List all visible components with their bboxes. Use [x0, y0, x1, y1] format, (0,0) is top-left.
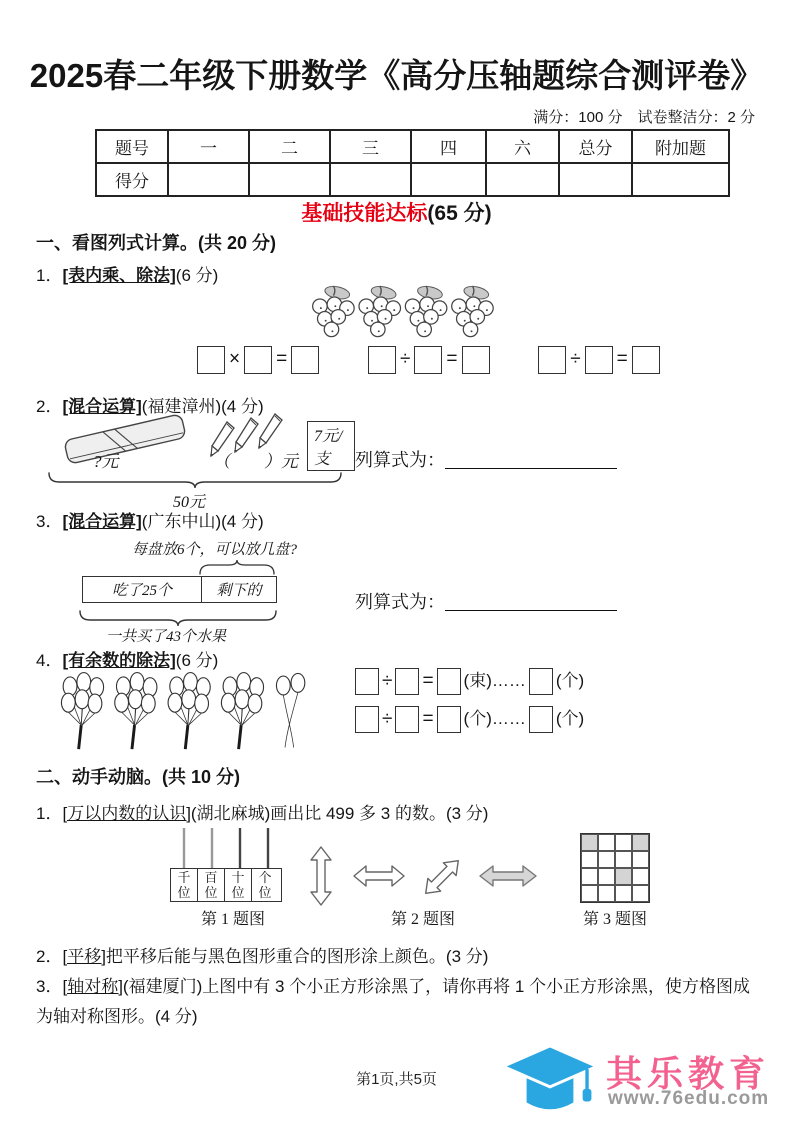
balloons-illustration	[58, 667, 316, 759]
figure-caption: 第 2 题图	[390, 911, 455, 928]
answer-box	[632, 346, 660, 374]
question-source: (福建漳州)	[141, 397, 222, 416]
eraser-price-label: ?元	[93, 452, 119, 471]
question-source: (福建厦门)	[122, 977, 203, 996]
division-equation	[534, 349, 664, 368]
question-points: (3 分)	[445, 947, 489, 966]
question-text: 上图中有 3 个小正方形涂黑了，请你再将 1 个小正方形涂黑，使方格图成为轴对称图形。	[36, 977, 751, 1026]
score-cell	[632, 163, 729, 196]
grid-cell	[632, 834, 649, 851]
answer-box	[355, 668, 379, 695]
score-cell	[559, 163, 632, 196]
operator: ÷	[382, 708, 393, 730]
question-number: 1．	[36, 804, 63, 823]
q3-bottom-text: 一共买了43个水果	[106, 629, 227, 645]
answer-box	[291, 346, 319, 374]
square-grid	[580, 833, 650, 903]
header-cell: 三	[330, 130, 411, 163]
answer-label: 列算式为：	[355, 450, 445, 470]
score-row-label: 得分	[96, 163, 168, 196]
total-price-label: 50元	[173, 494, 206, 511]
place-value-cell: 个位	[251, 869, 278, 901]
grid-cell	[581, 834, 598, 851]
unit-label: (个)	[555, 671, 585, 690]
q4-equations	[352, 666, 584, 733]
under-brace	[47, 470, 343, 489]
operator: ×	[229, 349, 241, 370]
answer-blank	[445, 450, 617, 469]
score-table-header-row	[96, 130, 729, 163]
place-value-diagram	[170, 828, 282, 902]
grid-cell	[615, 868, 632, 885]
score-cell	[411, 163, 486, 196]
question-number: 2．	[36, 397, 63, 416]
banner-highlight: 基础技能达标	[301, 202, 428, 225]
vertical-double-arrow-icon	[309, 846, 333, 906]
answer-box	[355, 706, 379, 733]
grid-cell	[598, 834, 615, 851]
grid-cell	[581, 885, 598, 902]
header-cell: 四	[411, 130, 486, 163]
pencil-case-illustration	[50, 413, 200, 465]
header-cell: 总分	[559, 130, 632, 163]
answer-box	[414, 346, 442, 374]
question-source: (湖北麻城)	[190, 804, 271, 823]
question-text: 画出比 499 多 3 的数。	[270, 804, 446, 823]
division-equation	[364, 349, 494, 368]
answer-box	[395, 668, 419, 695]
operator: ÷	[382, 670, 393, 692]
question-2-1	[36, 799, 488, 824]
equals-sign: =	[446, 349, 458, 370]
section-banner	[0, 197, 793, 227]
diagonal-double-arrow-icon	[417, 852, 467, 902]
question-number: 3．	[36, 977, 63, 996]
arrows-diagram	[303, 846, 543, 908]
section1-heading: 一、看图列式计算。(共 20 分)	[36, 233, 277, 253]
graduation-cap-icon	[498, 1044, 602, 1120]
equals-sign: =	[616, 349, 628, 370]
grid-cell	[632, 851, 649, 868]
grid-cell	[632, 885, 649, 902]
score-note: 满分：100 分 试卷整洁分：2 分	[533, 109, 755, 126]
question-tag: [混合运算]	[62, 397, 142, 416]
q3-figure	[62, 538, 342, 645]
grid-cell	[598, 851, 615, 868]
question-points: (4 分)	[221, 512, 264, 531]
figure-caption: 第 3 题图	[582, 911, 647, 928]
remainder-dots: ……	[491, 709, 526, 729]
score-table-score-row	[96, 163, 729, 196]
brand-name: 其乐教育	[606, 1053, 771, 1094]
page-number: 第1页,共5页	[356, 1071, 437, 1088]
multiplication-equation	[193, 349, 323, 368]
score-cell	[486, 163, 559, 196]
answer-label: 列算式为：	[355, 592, 445, 612]
score-table	[95, 129, 730, 197]
price-tag: 7元/支	[307, 421, 355, 471]
figure-caption: 第 1 题图	[200, 911, 265, 928]
q2-answer-line	[355, 446, 617, 472]
place-value-cell: 千位	[177, 870, 191, 900]
place-value-cell: 百位	[197, 869, 224, 901]
question-points: (6 分)	[175, 651, 219, 670]
question-tag: [混合运算]	[62, 512, 142, 531]
answer-box	[437, 706, 461, 733]
equals-sign: =	[422, 708, 434, 730]
remainder-dots: ……	[491, 671, 526, 690]
grid-cell	[615, 834, 632, 851]
equals-sign: =	[276, 349, 288, 370]
question-1-3	[36, 507, 264, 532]
question-tag: [万以内数的认识]	[62, 804, 191, 823]
horizontal-double-arrow-icon	[353, 864, 405, 888]
unit-label: (个)	[463, 709, 492, 729]
q3-bar-diagram	[82, 576, 277, 603]
question-points: (4 分)	[155, 1006, 198, 1026]
question-2-2	[36, 942, 488, 967]
remainder-equation-2	[352, 704, 584, 733]
gray-double-arrow-icon	[479, 864, 537, 888]
answer-box	[244, 346, 272, 374]
question-2-3	[36, 972, 761, 1032]
question-number: 4．	[36, 651, 63, 670]
q2-figure	[45, 413, 355, 511]
score-cell	[330, 163, 411, 196]
place-value-cell: 十位	[224, 869, 251, 901]
unit-label: (个)	[555, 709, 585, 729]
grid-cell	[615, 851, 632, 868]
answer-box	[368, 346, 396, 374]
question-number: 1．	[36, 266, 63, 285]
equals-sign: =	[422, 670, 434, 692]
header-cell: 六	[486, 130, 559, 163]
question-text: 把平移后能与黑色图形重合的图形涂上颜色。	[105, 947, 446, 966]
question-source: (广东中山)	[141, 512, 222, 531]
page-title: 2025春二年级下册数学《高分压轴题综合测评卷》	[29, 57, 764, 94]
unit-label: (束)	[463, 671, 492, 690]
banner-points: (65 分)	[427, 202, 492, 225]
question-number: 2．	[36, 947, 63, 966]
question-points: (4 分)	[221, 397, 264, 416]
header-cell: 一	[168, 130, 249, 163]
answer-box	[395, 706, 419, 733]
header-cell: 题号	[96, 130, 168, 163]
bar-cell-eaten: 吃了25个	[82, 576, 202, 603]
q3-top-text: 每盘放6个，可以放几盘?	[132, 542, 298, 558]
question-tag: [轴对称]	[62, 977, 123, 996]
question-1-1	[36, 261, 218, 286]
answer-box	[538, 346, 566, 374]
grid-cell	[581, 851, 598, 868]
place-value-rods	[170, 828, 282, 868]
question-number: 3．	[36, 512, 63, 531]
q1-equation-row	[193, 346, 664, 374]
remainder-equation-1	[352, 666, 584, 695]
grapes-illustration	[308, 284, 494, 340]
header-cell: 附加题	[632, 130, 729, 163]
answer-box	[585, 346, 613, 374]
answer-box	[529, 706, 553, 733]
grid-cell	[615, 885, 632, 902]
score-cell	[249, 163, 330, 196]
header-cell: 二	[249, 130, 330, 163]
answer-box	[197, 346, 225, 374]
question-points: (3 分)	[445, 804, 489, 823]
answer-box	[529, 668, 553, 695]
pens-price-label: （ ）元	[213, 452, 298, 471]
answer-blank	[445, 592, 617, 611]
section2-heading: 二、动手动脑。(共 10 分)	[36, 767, 241, 787]
grid-cell	[581, 868, 598, 885]
question-tag: [表内乘、除法]	[62, 266, 176, 285]
score-cell	[168, 163, 249, 196]
operator: ÷	[570, 349, 581, 370]
over-brace	[198, 560, 276, 575]
place-value-box	[170, 868, 282, 902]
question-tag: [平移]	[62, 947, 106, 966]
answer-box	[437, 668, 461, 695]
question-tag: [有余数的除法]	[62, 651, 176, 670]
q3-answer-line	[355, 588, 617, 614]
bar-cell-left: 剩下的	[202, 576, 277, 603]
grid-cell	[632, 868, 649, 885]
grid-cell	[598, 868, 615, 885]
answer-box	[462, 346, 490, 374]
question-points: (6 分)	[175, 266, 219, 285]
brand-website: www.76edu.com	[608, 1088, 770, 1109]
operator: ÷	[399, 349, 411, 370]
grid-cell	[598, 885, 615, 902]
